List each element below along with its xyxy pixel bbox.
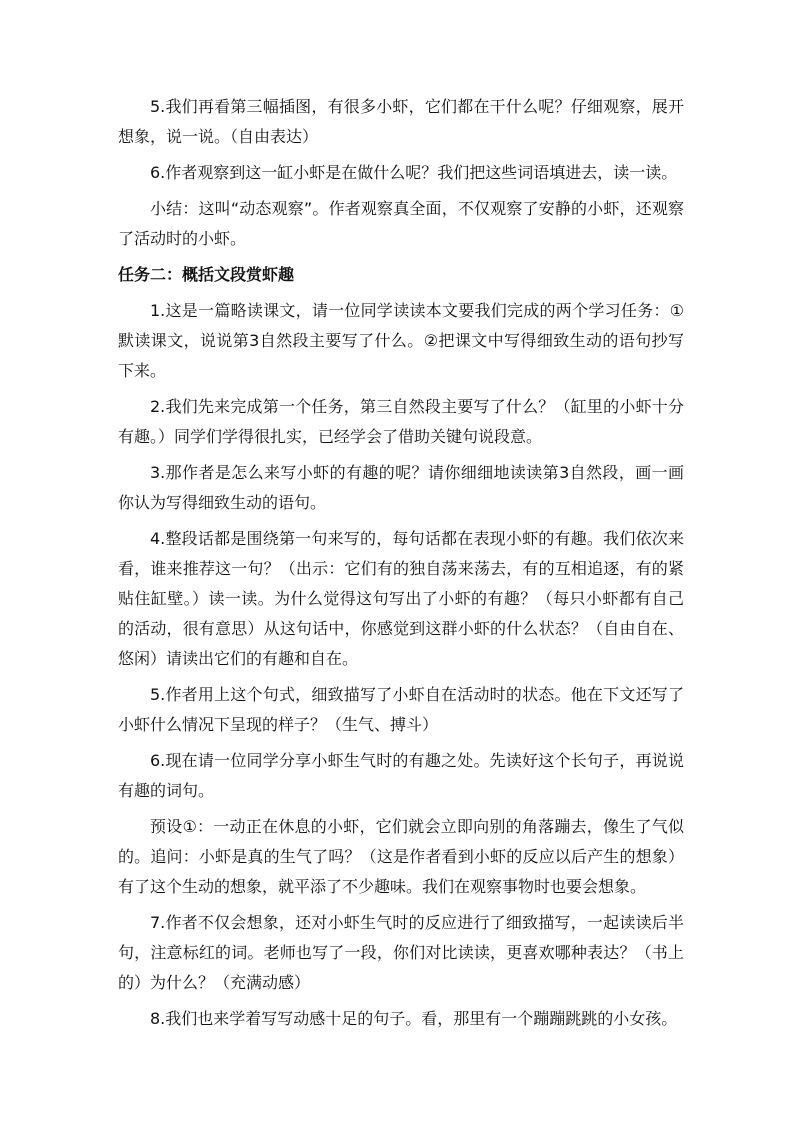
paragraph-task-8: 8.我们也来学着写写动感十足的句子。看，那里有一个蹦蹦跳跳的小女孩。 [150,1009,678,1028]
paragraph-summary: 小结：这叫“动态观察”。作者观察真全面，不仅观察了安静的小虾，还观察了活动时的小虾。 [118,199,684,248]
paragraph-task-6: 6.现在请一位同学分享小虾生气时的有趣之处。先读好这个长句子，再说说有趣的词句。 [118,751,684,800]
paragraph-task-5: 5.作者用上这个句式，细致描写了小虾自在活动时的状态。他在下文还写了小虾什么情况下呈现的样子？（生气、搏斗） [118,685,684,734]
section-heading: 任务二：概括文段赏虾趣 [118,265,295,284]
paragraph-task-3: 3.那作者是怎么来写小虾的有趣的呢？请你细细地读读第3自然段，画一画你认为写得细致生动的语句。 [118,463,684,512]
paragraph-preset-1: 预设①：一动正在休息的小虾，它们就会立即向别的角落蹦去，像生了气似的。追问：小虾是真的生气了吗？（这是作者看到小虾的反应以后产生的想象）有了这个生动的想象，就平添了不少趣味。我们在观察事物时也要会想象。 [118,817,684,896]
paragraph-task-7: 7.作者不仅会想象，还对小虾生气时的反应进行了细致描写，一起读读后半句，注意标红的词。老师也写了一段，你们对比读读，更喜欢哪种表达？（书上的）为什么？（充满动感） [118,913,684,992]
paragraph-task-1: 1.这是一篇略读课文，请一位同学读读本文要我们完成的两个学习任务：①默读课文，说说第3自然段主要写了什么。②把课文中写得细致生动的语句抄写下来。 [118,301,684,380]
paragraph-observe-illustration: 5.我们再看第三幅插图，有很多小虾，它们都在干什么呢？仔细观察，展开想象，说一说。（自由表达） [118,97,684,146]
paragraph-fill-words: 6.作者观察到这一缸小虾是在做什么呢？我们把这些词语填进去，读一读。 [150,163,678,182]
document-page [118,92,684,1034]
paragraph-task-4: 4.整段话都是围绕第一句来写的，每句话都在表现小虾的有趣。我们依次来看，谁来推荐这一句？（出示：它们有的独自荡来荡去，有的互相追逐，有的紧贴住缸壁。）读一读。为什么觉得这句写出了小虾的有趣？（每只小虾都有自己的活动，很有意思）从这句话中，你感觉到这群小虾的什么状态？（自由自在、悠闲）请读出它们的有趣和自在。 [118,529,684,668]
paragraph-task-2: 2.我们先来完成第一个任务，第三自然段主要写了什么？（缸里的小虾十分有趣。）同学们学得很扎实，已经学会了借助关键句说段意。 [118,397,684,446]
